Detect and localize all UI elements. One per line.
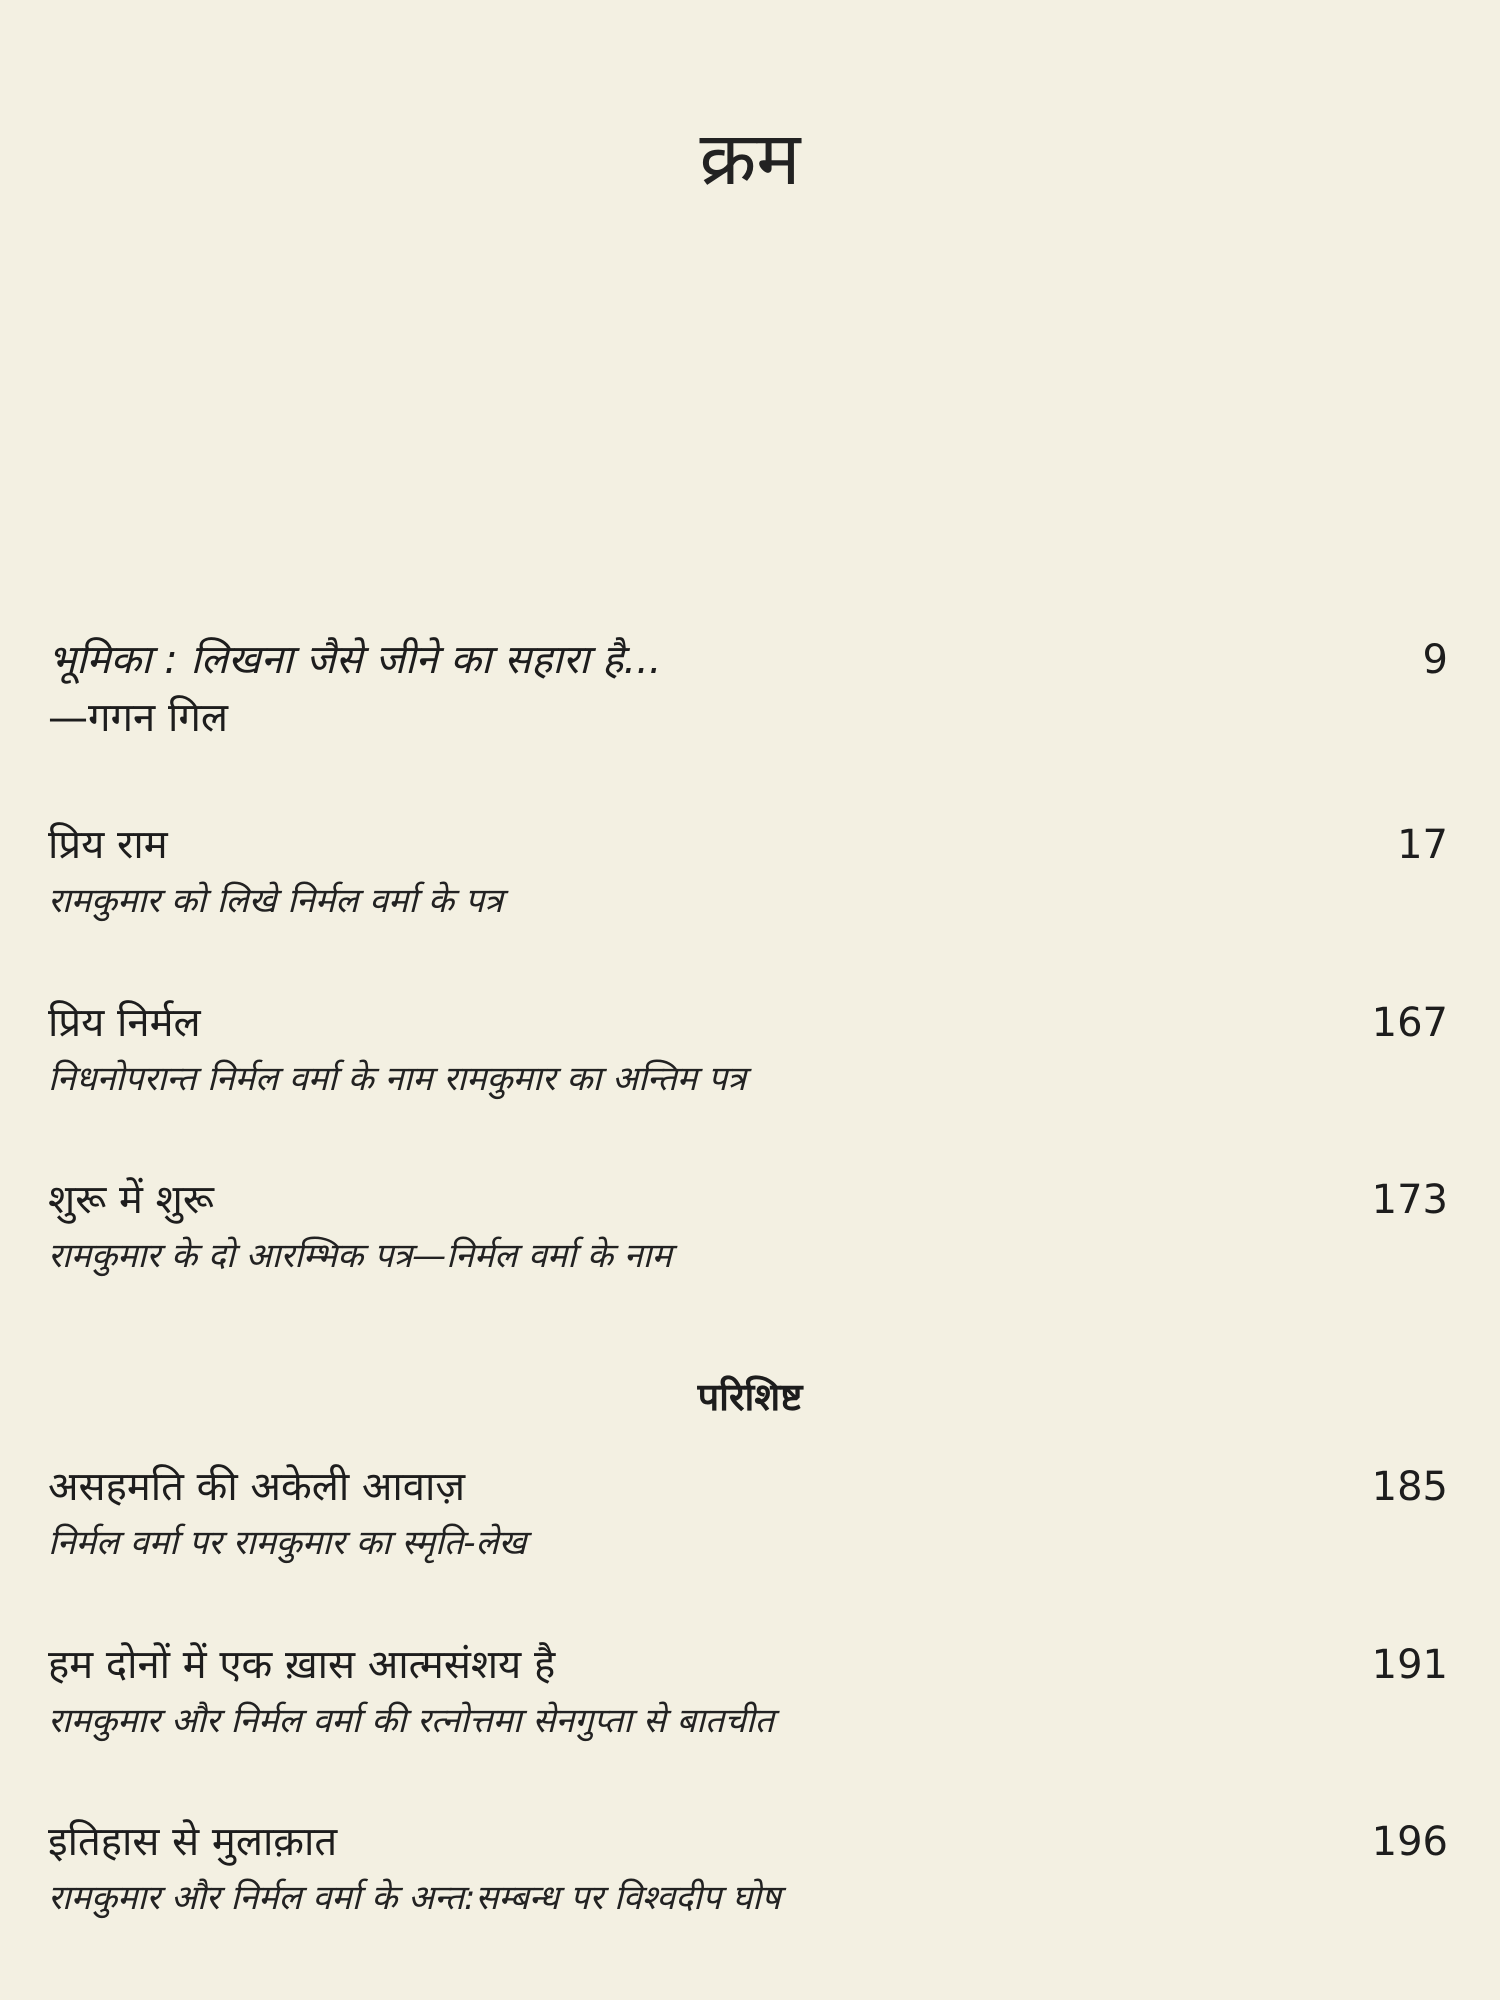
entry-title: असहमति की अकेली आवाज़ [48,1464,466,1510]
toc-entry[interactable] [48,1640,1448,1744]
entry-subtitle: रामकुमार और निर्मल वर्मा के अन्त:सम्बन्ध पर विश्वदीप घोष [48,1878,781,1918]
entry-title: हम दोनों में एक ख़ास आत्मसंशय है [48,1642,556,1688]
entry-title: भूमिका : लिखना जैसे जीने का सहारा है... [48,637,662,683]
entry-title: शुरू में शुरू [48,1177,214,1223]
toc-entry[interactable] [48,820,1448,924]
entry-page-number: 196 [1371,1819,1448,1865]
entry-title: इतिहास से मुलाक़ात [48,1819,338,1865]
entry-page-number: 17 [1397,822,1448,868]
entry-subtitle: रामकुमार के दो आरम्भिक पत्र—निर्मल वर्मा के नाम [48,1236,672,1276]
toc-entry[interactable] [48,635,1448,743]
entry-author: —गगन गिल [48,695,228,741]
toc-entry[interactable] [48,1817,1448,1921]
entry-subtitle: रामकुमार को लिखे निर्मल वर्मा के पत्र [48,881,503,921]
entry-title: प्रिय निर्मल [48,1000,201,1046]
entry-title: प्रिय राम [48,822,168,868]
page-title: क्रम [699,116,801,202]
entry-subtitle: निधनोपरान्त निर्मल वर्मा के नाम रामकुमार का अन्तिम पत्र [48,1059,746,1099]
entry-subtitle: रामकुमार और निर्मल वर्मा की रत्नोत्तमा सेनगुप्ता से बातचीत [48,1701,775,1741]
entry-page-number: 173 [1371,1177,1448,1223]
entry-page-number: 185 [1371,1464,1448,1510]
entry-subtitle: निर्मल वर्मा पर रामकुमार का स्मृति-लेख [48,1523,527,1563]
appendix-heading: परिशिष्ट [697,1375,803,1419]
toc-entry[interactable] [48,998,1448,1102]
entry-page-number: 167 [1371,1000,1448,1046]
toc-entry[interactable] [48,1175,1448,1279]
toc-entry[interactable] [48,1462,1448,1566]
entry-page-number: 191 [1371,1642,1448,1688]
entry-page-number: 9 [1422,637,1448,683]
